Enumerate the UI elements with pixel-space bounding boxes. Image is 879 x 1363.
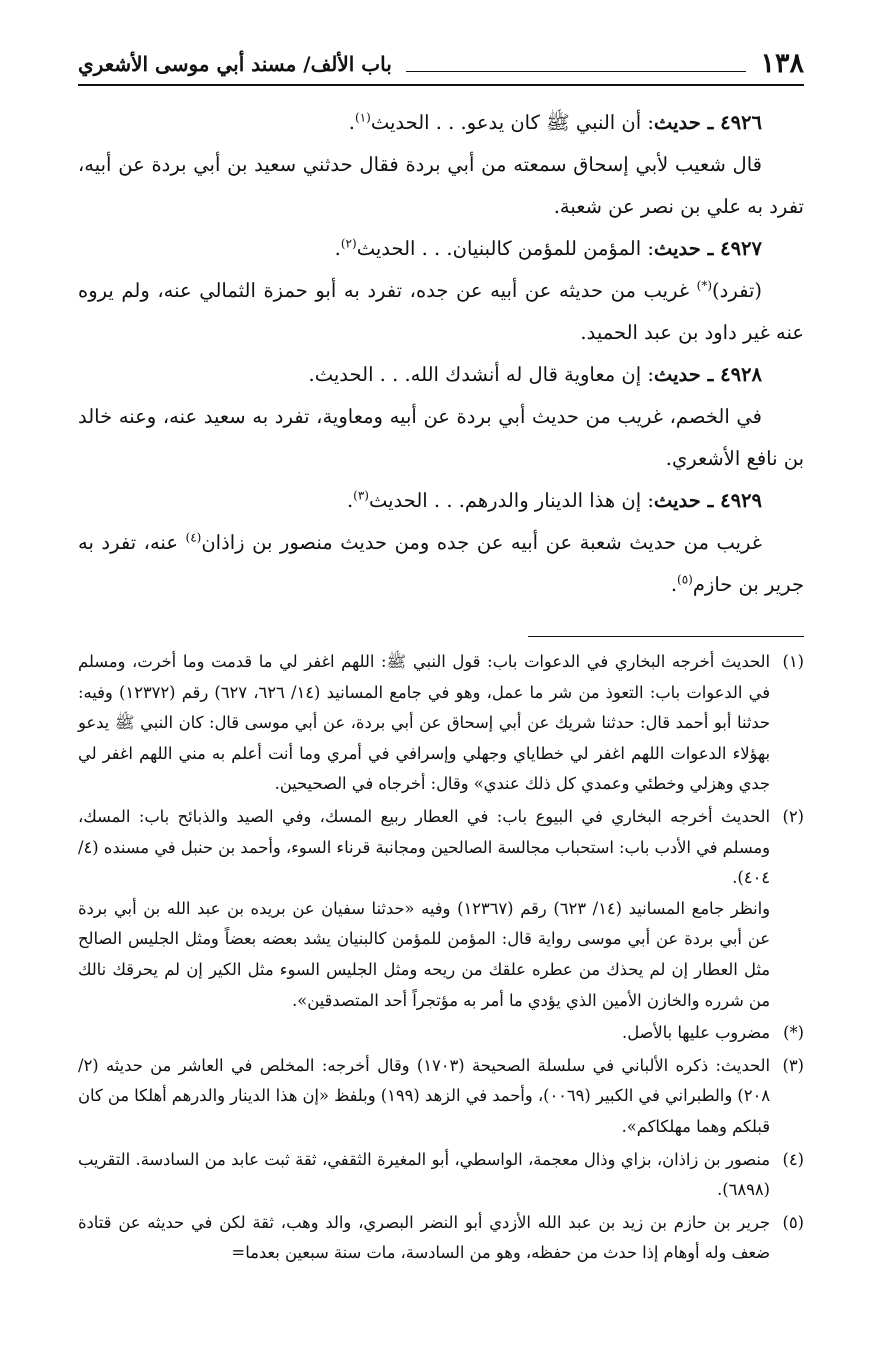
footnote-body xyxy=(78,1145,770,1206)
footnote xyxy=(78,1145,804,1206)
footnote-paragraph: الحديث أخرجه البخاري في البيوع باب: في العطار ربيع المسك، وفي الصيد والذبائح باب: المسك، ومسلم في الأدب باب: استحباب مجالسة الصالحين ومجانبة قرناء السوء، وأحمد بن حنبل في مسنده (٤/ ٤٠٤). xyxy=(78,806,770,888)
footnote-ref[interactable]: (*) xyxy=(696,278,713,293)
footnote-ref[interactable]: (٥) xyxy=(677,572,693,587)
footnote-ref[interactable]: (٣) xyxy=(353,488,369,503)
hadith-separator: ـ xyxy=(700,363,721,386)
footnote-ref[interactable]: (٤) xyxy=(185,530,202,545)
hadith-number: ٤٩٢٦ xyxy=(720,111,762,134)
footnote-number: (١) xyxy=(782,652,804,671)
page-number: ١٣٨ xyxy=(760,48,804,79)
comment-prefix: (تفرد) xyxy=(712,279,762,302)
footnote-body xyxy=(78,1208,770,1269)
hadith-separator: ـ xyxy=(700,489,721,512)
footnote-number: (٤) xyxy=(782,1149,804,1169)
main-text xyxy=(78,102,804,606)
hadith-label: حديث xyxy=(653,111,701,134)
footnote-paragraph: الحديث: ذكره الألباني في سلسلة الصحيحة (١٧٠٣) وقال أخرجه: المخلص في العاشر من حديثه (٢/ ٢٠٨) والطبراني في الكبير (٠٠٦٩)، وأحمد في الزهد (١٩٩) وبلفظ «إن هذا الدينار والدرهم أهلكا من كان قبلكم وهما مهلكاكم». xyxy=(78,1055,770,1136)
footnote-body xyxy=(78,802,770,1016)
hadith-number: ٤٩٢٩ xyxy=(720,489,762,512)
hadith-number: ٤٩٢٨ xyxy=(720,363,762,386)
hadith-label: حديث xyxy=(653,363,701,386)
footnote-number: (٢) xyxy=(782,806,804,826)
comment-text: غريب من حديث شعبة عن أبيه عن جده ومن حديث منصور بن زاذان xyxy=(201,531,762,554)
page-header xyxy=(78,40,804,86)
footnote-body xyxy=(78,647,770,800)
footnote-paragraph: منصور بن زاذان، بزاي وذال معجمة، الواسطي، أبو المغيرة الثقفي، ثقة ثبت عابد من السادسة. التقريب (٦٨٩٨). xyxy=(78,1149,770,1200)
hadith-end: . xyxy=(346,489,354,512)
footnote-paragraph: الحديث أخرجه البخاري في الدعوات باب: قول النبي ﷺ: اللهم اغفر لي ما قدمت وما أخرت، ومسلم في الدعوات باب: التعوذ من شر ما عمل، وهو في جامع المسانيد (١٤/ ٦٢٦، ٦٢٧) رقم (١٢٣٧٢) وفيه: حدثنا أبو أحمد قال: حدثنا شريك عن أبي إسحاق عن أبي بردة، عن أبي موسى قال: كان النبي ﷺ يدعو بهؤلاء الدعوات اللهم اغفر لي خطاياي وجهلي وإسرافي في أمري وما أنت أعلم به مني اللهم اغفر لي جدي وهزلي وخطئي وعمدي كل ذلك عندي» وقال: أخرجاه في الصحيحين. xyxy=(78,652,770,794)
footnote-ref[interactable]: (١) xyxy=(354,110,371,125)
hadith-separator: ـ xyxy=(700,111,721,134)
hadith-text: : المؤمن للمؤمن كالبنيان. . . الحديث xyxy=(356,237,654,260)
header-rule xyxy=(406,71,747,72)
footnote xyxy=(78,1018,804,1049)
footnote-body xyxy=(78,1051,770,1143)
hadith-text: : أن النبي ﷺ كان يدعو. . . الحديث xyxy=(370,111,654,134)
hadith-heading xyxy=(78,228,804,270)
footnotes xyxy=(78,647,804,1269)
hadith-heading xyxy=(78,354,804,396)
hadith-comment: في الخصم، غريب من حديث أبي بردة عن أبيه ومعاوية، تفرد به سعيد عنه، وعنه خالد بن نافع الأشعري. xyxy=(78,405,804,470)
hadith-end: . xyxy=(348,111,355,134)
footnote-number: (٥) xyxy=(782,1212,804,1232)
footnote-ref[interactable]: (٢) xyxy=(340,236,357,251)
hadith-comment xyxy=(78,270,804,354)
footnote xyxy=(78,802,804,1016)
hadith-text: : إن معاوية قال له أنشدك الله. . . الحديث. xyxy=(308,363,654,386)
footnote-paragraph: مضروب عليها بالأصل. xyxy=(622,1023,770,1043)
hadith-number: ٤٩٢٧ xyxy=(720,237,762,260)
book-page xyxy=(78,40,804,1271)
footnote xyxy=(78,1051,804,1143)
footnote-body xyxy=(78,1018,770,1049)
running-title: باب الألف/ مسند أبي موسى الأشعري xyxy=(78,52,392,76)
comment-end: . xyxy=(670,573,678,596)
hadith-end: . xyxy=(334,237,341,260)
comment-text: عنه، تفرد به جرير بن حازم xyxy=(78,531,804,596)
footnote-paragraph: جرير بن حازم بن زيد بن عبد الله الأزدي أبو النضر البصري، والد وهب، ثقة لكن في حديثه عن قتادة ضعف وله أوهام إذا حدث من حفظه، وهو من السادسة، مات سنة سبعين بعدما= xyxy=(78,1212,770,1263)
hadith-comment: قال شعيب لأبي إسحاق سمعته من أبي بردة فقال حدثني سعيد بن أبي بردة عن أبيه، تفرد به علي بن نصر عن شعبة. xyxy=(78,153,804,218)
footnote-paragraph: وانظر جامع المسانيد (١٤/ ٦٢٣) رقم (١٢٣٦٧) وفيه «حدثنا سفيان عن بريده بن عبد الله بن أبي بردة عن أبي بردة عن أبي موسى رواية قال: المؤمن للمؤمن كالبنيان يشد بعضه بعضاً ومثل الجليس الصالح مثل العطار إن لم يحذك من عطره علقك من ريحه ومثل الجليس السوء مثل الكير إن لم يحرقك نالك من شرره والخازن الأمين الذي يؤدي ما أمر به مؤتجراً أحد المتصدقين». xyxy=(78,898,770,1010)
footnote-number: (*) xyxy=(783,1023,804,1043)
hadith-heading xyxy=(78,480,804,522)
hadith-separator: ـ xyxy=(700,237,721,260)
footnote-number: (٣) xyxy=(782,1055,804,1075)
hadith-text: : إن هذا الدينار والدرهم. . . الحديث xyxy=(368,489,654,512)
footnote xyxy=(78,647,804,800)
hadith-label: حديث xyxy=(653,237,701,260)
hadith-heading xyxy=(78,102,804,144)
comment-text: غريب من حديثه عن أبيه عن جده، تفرد به أبو حمزة الثمالي عنه، ولم يروه عنه غير داود بن عبد الحميد. xyxy=(78,279,804,344)
footnote-divider xyxy=(528,636,804,637)
hadith-comment xyxy=(78,522,804,606)
hadith-label: حديث xyxy=(653,489,701,512)
footnote xyxy=(78,1208,804,1269)
